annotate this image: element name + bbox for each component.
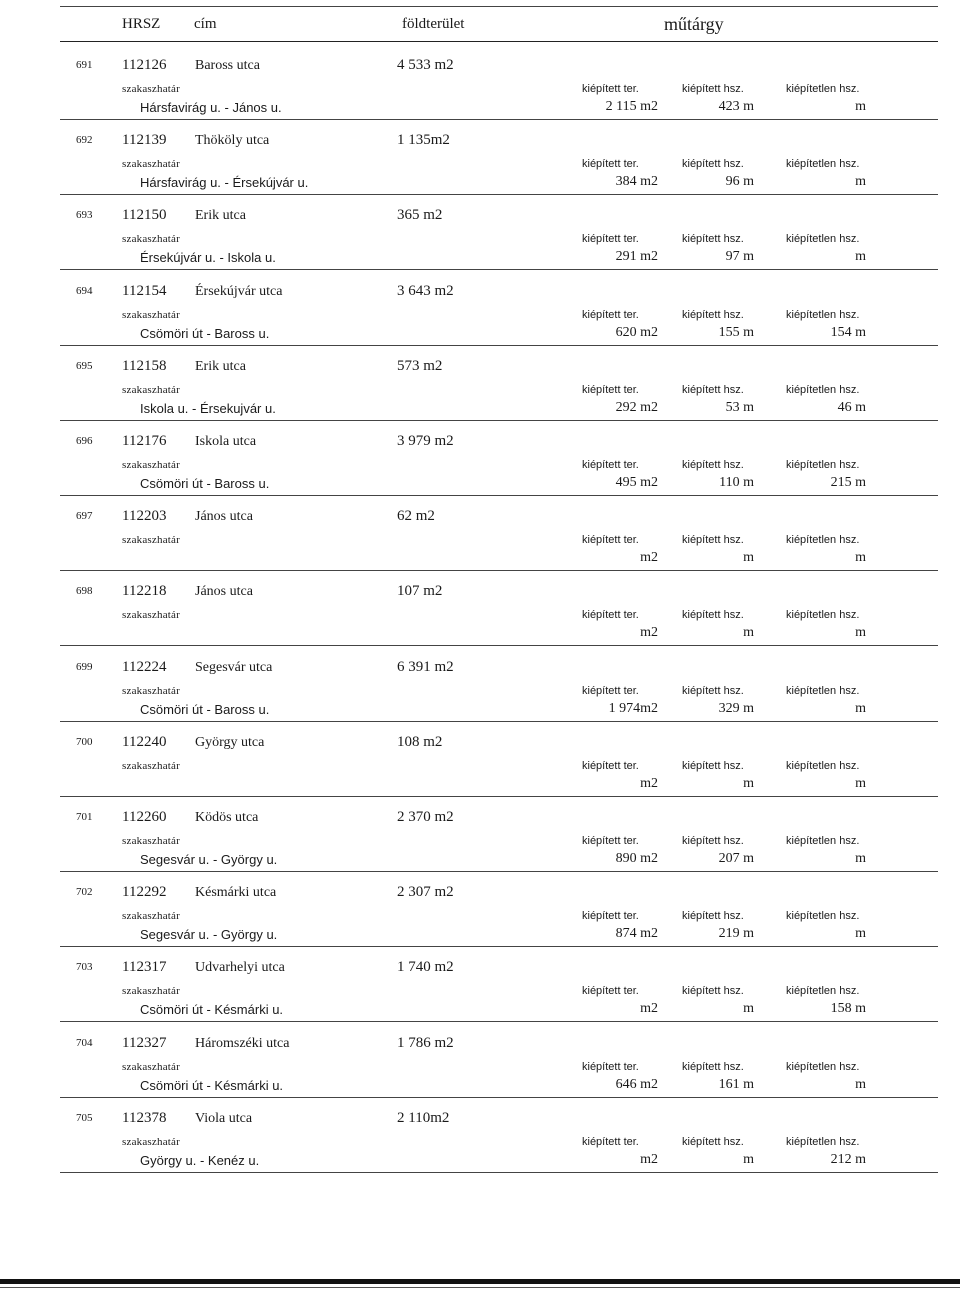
record-kiepitetlen-hsz-value: 154 m [830,324,866,340]
record-number: 701 [76,811,93,823]
record-kiepitett-ter-label: kiépített ter. [582,308,639,321]
table-row [0,120,960,195]
record-kiepitetlen-hsz-label: kiépítetlen hsz. [786,308,860,321]
record-hrsz: 112176 [122,433,167,449]
record-szakaszhatar-label: szakaszhatár [122,835,180,847]
record-street: Erik utca [195,208,246,224]
record-kiepitetlen-hsz-label: kiépítetlen hsz. [786,383,860,396]
record-hrsz: 112224 [122,658,167,675]
record-kiepitett-ter-label: kiépített ter. [582,609,639,622]
record-kiepitett-ter-label: kiépített ter. [582,233,639,246]
record-kiepitetlen-hsz-label: kiépítetlen hsz. [786,835,860,847]
record-section-range: György u. - Kenéz u. [140,1152,260,1168]
record-kiepitett-ter-value: 495 m2 [615,475,658,490]
record-section-range: Csömöri út - Késmárki u. [140,1077,284,1093]
table-row [0,45,960,120]
record-number: 692 [76,134,93,147]
record-kiepitett-hsz-label: kiépített hsz. [682,1060,744,1073]
record-kiepitetlen-hsz-label: kiépítetlen hsz. [786,684,860,697]
record-area: 1 740 m2 [397,959,454,976]
record-szakaszhatar-label: szakaszhatár [122,1135,180,1148]
record-kiepitett-ter-label: kiépített ter. [582,1060,639,1073]
record-street: János utca [195,509,253,525]
record-kiepitett-hsz-value: 219 m [718,926,754,942]
table-row [0,947,960,1022]
record-number: 691 [76,59,93,71]
record-szakaszhatar-label: szakaszhatár [122,684,180,697]
record-hrsz: 112126 [122,57,167,73]
record-szakaszhatar-label: szakaszhatár [122,459,180,471]
record-kiepitetlen-hsz-label: kiépítetlen hsz. [786,233,860,246]
record-kiepitetlen-hsz-value: m [855,174,866,190]
record-hrsz: 112260 [122,809,167,825]
record-kiepitett-hsz-value: 53 m [725,399,754,415]
record-area: 62 m2 [397,508,435,525]
record-kiepitett-ter-value: 620 m2 [615,324,658,340]
record-kiepitetlen-hsz-label: kiépítetlen hsz. [786,158,860,171]
record-section-range: Segesvár u. - György u. [140,927,278,943]
table-header [0,0,960,44]
record-kiepitett-hsz-value: 423 m [718,99,754,114]
record-kiepitett-hsz-value: 96 m [725,174,754,190]
record-kiepitett-ter-value: 646 m2 [615,1076,658,1092]
record-kiepitett-hsz-label: kiépített hsz. [682,684,744,697]
table-row [0,195,960,270]
record-area: 3 979 m2 [397,433,454,449]
record-street: Thököly utca [195,133,270,149]
record-number: 696 [76,435,93,447]
record-kiepitetlen-hsz-value: 215 m [830,475,866,490]
record-number: 694 [76,284,93,297]
record-section-range: Csömöri út - Baross u. [140,325,270,341]
record-szakaszhatar-label: szakaszhatár [122,1060,180,1073]
record-hrsz: 112150 [122,207,167,224]
record-area: 1 135m2 [397,132,450,149]
table-row [0,722,960,797]
record-kiepitett-ter-label: kiépített ter. [582,459,639,471]
record-street: Erik utca [195,358,246,374]
record-szakaszhatar-label: szakaszhatár [122,609,180,622]
record-kiepitett-ter-label: kiépített ter. [582,835,639,847]
record-kiepitetlen-hsz-value: 158 m [830,1001,866,1017]
record-kiepitetlen-hsz-value: m [855,1076,866,1092]
record-szakaszhatar-label: szakaszhatár [122,308,180,321]
table-row [0,496,960,571]
record-hrsz: 112154 [122,282,167,299]
record-kiepitett-ter-label: kiépített ter. [582,383,639,396]
record-area: 3 643 m2 [397,282,454,299]
record-hrsz: 112292 [122,884,167,901]
record-kiepitett-ter-label: kiépített ter. [582,910,639,923]
record-street: Ködös utca [195,810,259,825]
table-row [0,346,960,421]
record-kiepitett-ter-value: 1 974m2 [608,700,658,716]
record-kiepitetlen-hsz-value: m [855,700,866,716]
record-kiepitetlen-hsz-value: m [855,926,866,942]
record-kiepitett-ter-value: m2 [640,775,658,791]
record-szakaszhatar-label: szakaszhatár [122,910,180,923]
table-row [0,421,960,496]
record-kiepitetlen-hsz-label: kiépítetlen hsz. [786,534,860,547]
record-number: 693 [76,209,93,222]
record-section-range: Érsekújvár u. - Iskola u. [140,250,276,266]
record-kiepitett-ter-value: 384 m2 [615,174,658,190]
record-kiepitetlen-hsz-value: 46 m [837,399,866,415]
record-area: 573 m2 [397,357,443,374]
record-kiepitett-ter-value: m2 [640,1151,658,1167]
record-szakaszhatar-label: szakaszhatár [122,83,180,95]
header-hrsz: HRSZ [122,16,161,32]
record-kiepitetlen-hsz-label: kiépítetlen hsz. [786,459,860,471]
record-kiepitett-hsz-label: kiépített hsz. [682,383,744,396]
table-row [0,872,960,947]
record-kiepitett-ter-label: kiépített ter. [582,985,639,998]
record-section-range: Csömöri út - Késmárki u. [140,1002,284,1018]
record-number: 700 [76,735,93,748]
record-hrsz: 112240 [122,733,167,750]
record-kiepitetlen-hsz-value: 212 m [830,1151,866,1167]
record-kiepitett-hsz-label: kiépített hsz. [682,835,744,847]
header-mutargy: műtárgy [664,14,724,34]
record-kiepitett-ter-label: kiépített ter. [582,534,639,547]
record-kiepitetlen-hsz-value: m [855,775,866,791]
record-kiepitett-hsz-label: kiépített hsz. [682,1135,744,1148]
row-divider [60,1172,938,1173]
record-street: Segesvár utca [195,659,273,675]
record-kiepitetlen-hsz-value: m [855,550,866,566]
record-kiepitett-hsz-label: kiépített hsz. [682,910,744,923]
record-kiepitett-hsz-value: 161 m [718,1076,754,1092]
record-area: 365 m2 [397,207,443,224]
record-area: 1 786 m2 [397,1034,454,1051]
record-szakaszhatar-label: szakaszhatár [122,534,180,547]
record-kiepitett-hsz-value: 329 m [718,700,754,716]
record-area: 108 m2 [397,733,443,750]
record-hrsz: 112203 [122,508,167,525]
record-street: János utca [195,584,253,600]
record-kiepitett-hsz-label: kiépített hsz. [682,609,744,622]
record-kiepitetlen-hsz-label: kiépítetlen hsz. [786,83,860,95]
record-street: György utca [195,734,265,750]
record-kiepitett-ter-value: m2 [640,625,658,641]
record-number: 695 [76,359,93,372]
record-street: Érsekújvár utca [195,283,283,299]
record-kiepitetlen-hsz-value: m [855,249,866,265]
record-hrsz: 112158 [122,357,167,374]
header-top-rule [60,6,938,7]
record-kiepitett-hsz-label: kiépített hsz. [682,985,744,998]
record-section-range: Csömöri út - Baross u. [140,701,270,717]
record-kiepitetlen-hsz-label: kiépítetlen hsz. [786,910,860,923]
record-kiepitett-ter-label: kiépített ter. [582,1135,639,1148]
record-kiepitett-hsz-label: kiépített hsz. [682,534,744,547]
record-street: Udvarhelyi utca [195,960,285,976]
header-bottom-rule [60,41,938,42]
record-number: 703 [76,961,93,974]
record-kiepitett-hsz-value: m [743,1151,754,1167]
footer-rule [0,1287,960,1288]
record-hrsz: 112317 [122,959,167,976]
record-hrsz: 112327 [122,1034,167,1051]
record-street: Viola utca [195,1110,253,1126]
record-section-range: Hársfavirág u. - Érsekújvár u. [140,175,309,191]
record-street: Késmárki utca [195,885,277,901]
record-area: 6 391 m2 [397,658,454,675]
record-number: 704 [76,1036,93,1049]
record-kiepitett-ter-value: 292 m2 [615,399,658,415]
record-kiepitett-hsz-value: m [743,1001,754,1017]
header-cim: cím [194,16,217,32]
record-number: 697 [76,510,93,523]
record-szakaszhatar-label: szakaszhatár [122,233,180,246]
record-szakaszhatar-label: szakaszhatár [122,985,180,998]
record-szakaszhatar-label: szakaszhatár [122,759,180,772]
record-kiepitetlen-hsz-label: kiépítetlen hsz. [786,985,860,998]
record-szakaszhatar-label: szakaszhatár [122,383,180,396]
table-row [0,1023,960,1098]
record-area: 2 307 m2 [397,884,454,901]
record-kiepitett-ter-value: m2 [640,550,658,566]
record-kiepitett-ter-label: kiépített ter. [582,158,639,171]
footer-bar [0,1279,960,1284]
record-kiepitetlen-hsz-label: kiépítetlen hsz. [786,609,860,622]
record-kiepitett-ter-label: kiépített ter. [582,684,639,697]
record-kiepitett-hsz-label: kiépített hsz. [682,459,744,471]
record-section-range: Segesvár u. - György u. [140,852,278,867]
record-kiepitett-ter-label: kiépített ter. [582,759,639,772]
record-hrsz: 112139 [122,132,167,149]
record-hrsz: 112378 [122,1109,167,1126]
header-foldterulet: földterület [402,16,465,32]
record-kiepitett-ter-value: 2 115 m2 [605,99,658,114]
record-kiepitett-hsz-label: kiépített hsz. [682,759,744,772]
record-number: 702 [76,886,93,899]
record-kiepitett-ter-value: 890 m2 [615,851,658,866]
record-kiepitett-hsz-value: m [743,775,754,791]
record-kiepitett-hsz-value: 155 m [718,324,754,340]
record-number: 699 [76,660,93,673]
record-area: 2 110m2 [397,1109,450,1126]
record-kiepitett-hsz-label: kiépített hsz. [682,158,744,171]
record-kiepitett-ter-value: 874 m2 [615,926,658,942]
record-kiepitett-hsz-label: kiépített hsz. [682,308,744,321]
record-kiepitetlen-hsz-label: kiépítetlen hsz. [786,1060,860,1073]
record-kiepitett-hsz-value: 97 m [725,249,754,265]
record-kiepitett-hsz-label: kiépített hsz. [682,233,744,246]
record-kiepitetlen-hsz-label: kiépítetlen hsz. [786,1135,860,1148]
table-row [0,1098,960,1173]
record-street: Iskola utca [195,434,257,449]
record-kiepitett-ter-value: 291 m2 [615,249,658,265]
record-street: Háromszéki utca [195,1035,290,1051]
table-row [0,647,960,722]
record-kiepitett-hsz-value: 110 m [719,475,754,490]
record-kiepitett-hsz-label: kiépített hsz. [682,83,744,95]
record-kiepitett-ter-label: kiépített ter. [582,83,639,95]
record-kiepitetlen-hsz-value: m [855,99,866,114]
table-row [0,797,960,872]
record-street: Baross utca [195,58,260,73]
record-section-range: Csömöri út - Baross u. [140,476,270,491]
record-area: 107 m2 [397,583,443,600]
record-kiepitett-hsz-value: m [743,625,754,641]
table-row [0,271,960,346]
record-kiepitett-hsz-value: 207 m [718,851,754,866]
record-number: 698 [76,585,93,598]
record-kiepitetlen-hsz-label: kiépítetlen hsz. [786,759,860,772]
record-kiepitett-hsz-value: m [743,550,754,566]
record-kiepitetlen-hsz-value: m [855,625,866,641]
record-area: 2 370 m2 [397,809,454,825]
table-row [0,571,960,646]
record-number: 705 [76,1111,93,1124]
record-kiepitetlen-hsz-value: m [855,851,866,866]
record-section-range: Hársfavirág u. - János u. [140,100,282,115]
record-area: 4 533 m2 [397,57,454,73]
record-szakaszhatar-label: szakaszhatár [122,158,180,171]
record-hrsz: 112218 [122,583,167,600]
record-section-range: Iskola u. - Érsekujvár u. [140,400,276,416]
record-kiepitett-ter-value: m2 [640,1001,658,1017]
